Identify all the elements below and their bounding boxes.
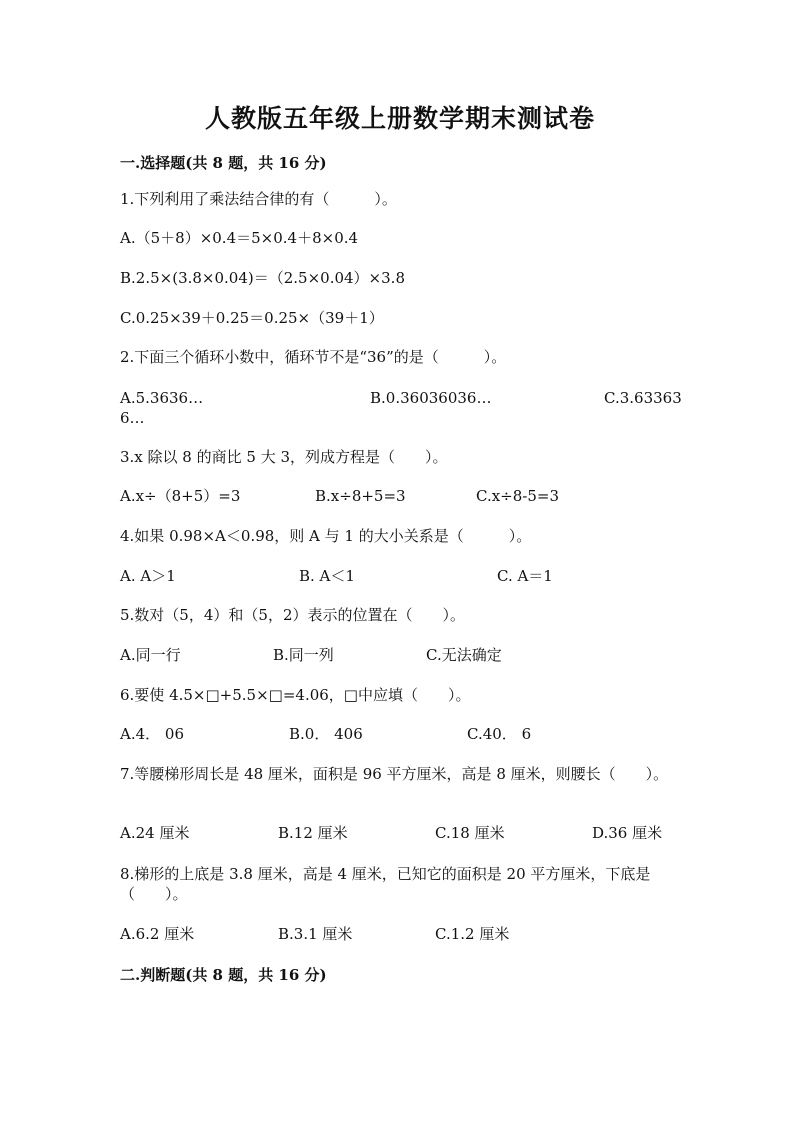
question-4-option-c: C. A＝1 (497, 567, 553, 585)
question-4-option-b: B. A＜1 (299, 567, 355, 585)
question-6-option-c: C.40． 6 (467, 725, 532, 743)
question-8-option-c: C.1.2 厘米 (435, 925, 510, 943)
question-1-option-b: B.2.5×(3.8×0.04)＝（2.5×0.04）×3.8 (120, 269, 405, 287)
question-1-option-a: A.（5＋8）×0.4＝5×0.4＋8×0.4 (120, 229, 359, 247)
section-heading-choice: 一.选择题(共 8 题，共 16 分) (120, 154, 327, 172)
question-3-option-b: B.x÷8+5=3 (315, 487, 406, 505)
question-7-option-a: A.24 厘米 (120, 824, 190, 842)
question-5-stem: 5.数对（5，4）和（5，2）表示的位置在（ ）。 (120, 606, 465, 624)
question-5-option-c: C.无法确定 (426, 646, 502, 664)
question-2-stem: 2.下面三个循环小数中，循环节不是“36”的是（ ）。 (120, 348, 507, 366)
question-4-option-a: A. A＞1 (120, 567, 176, 585)
question-8-stem: 8.梯形的上底是 3.8 厘米，高是 4 厘米，已知它的面积是 20 平方厘米，下底是（ ）。 (120, 865, 651, 903)
question-7-option-c: C.18 厘米 (435, 824, 505, 842)
question-3-option-a: A.x÷（8+5）=3 (120, 487, 241, 505)
question-1-stem: 1.下列利用了乘法结合律的有（ ）。 (120, 190, 397, 208)
question-2-option-c: C.3.63363 6… (120, 389, 682, 427)
question-5-option-a: A.同一行 (120, 646, 181, 664)
question-4-stem: 4.如果 0.98×A＜0.98，则 A 与 1 的大小关系是（ ）。 (120, 527, 532, 545)
question-6-stem: 6.要使 4.5×□+5.5×□=4.06，□中应填（ ）。 (120, 686, 471, 704)
question-6-option-a: A.4． 06 (120, 725, 184, 743)
question-2-option-a: A.5.3636… (120, 389, 204, 407)
question-6-option-b: B.0． 406 (289, 725, 363, 743)
question-7-option-d: D.36 厘米 (592, 824, 663, 842)
question-8-option-b: B.3.1 厘米 (278, 925, 353, 943)
question-3-stem: 3.x 除以 8 的商比 5 大 3，列成方程是（ ）。 (120, 448, 448, 466)
question-7-option-b: B.12 厘米 (278, 824, 348, 842)
question-1-option-c: C.0.25×39＋0.25＝0.25×（39＋1） (120, 309, 384, 327)
question-7-stem: 7.等腰梯形周长是 48 厘米，面积是 96 平方厘米，高是 8 厘米，则腰长（ ）。 (120, 765, 669, 783)
page-title: 人教版五年级上册数学期末测试卷 (204, 104, 595, 133)
question-2-option-b: B.0.36036036… (370, 389, 492, 407)
question-3-option-c: C.x÷8-5=3 (476, 487, 560, 505)
section-heading-judgement: 二.判断题(共 8 题，共 16 分) (120, 966, 327, 984)
question-8-option-a: A.6.2 厘米 (120, 925, 195, 943)
question-5-option-b: B.同一列 (273, 646, 334, 664)
